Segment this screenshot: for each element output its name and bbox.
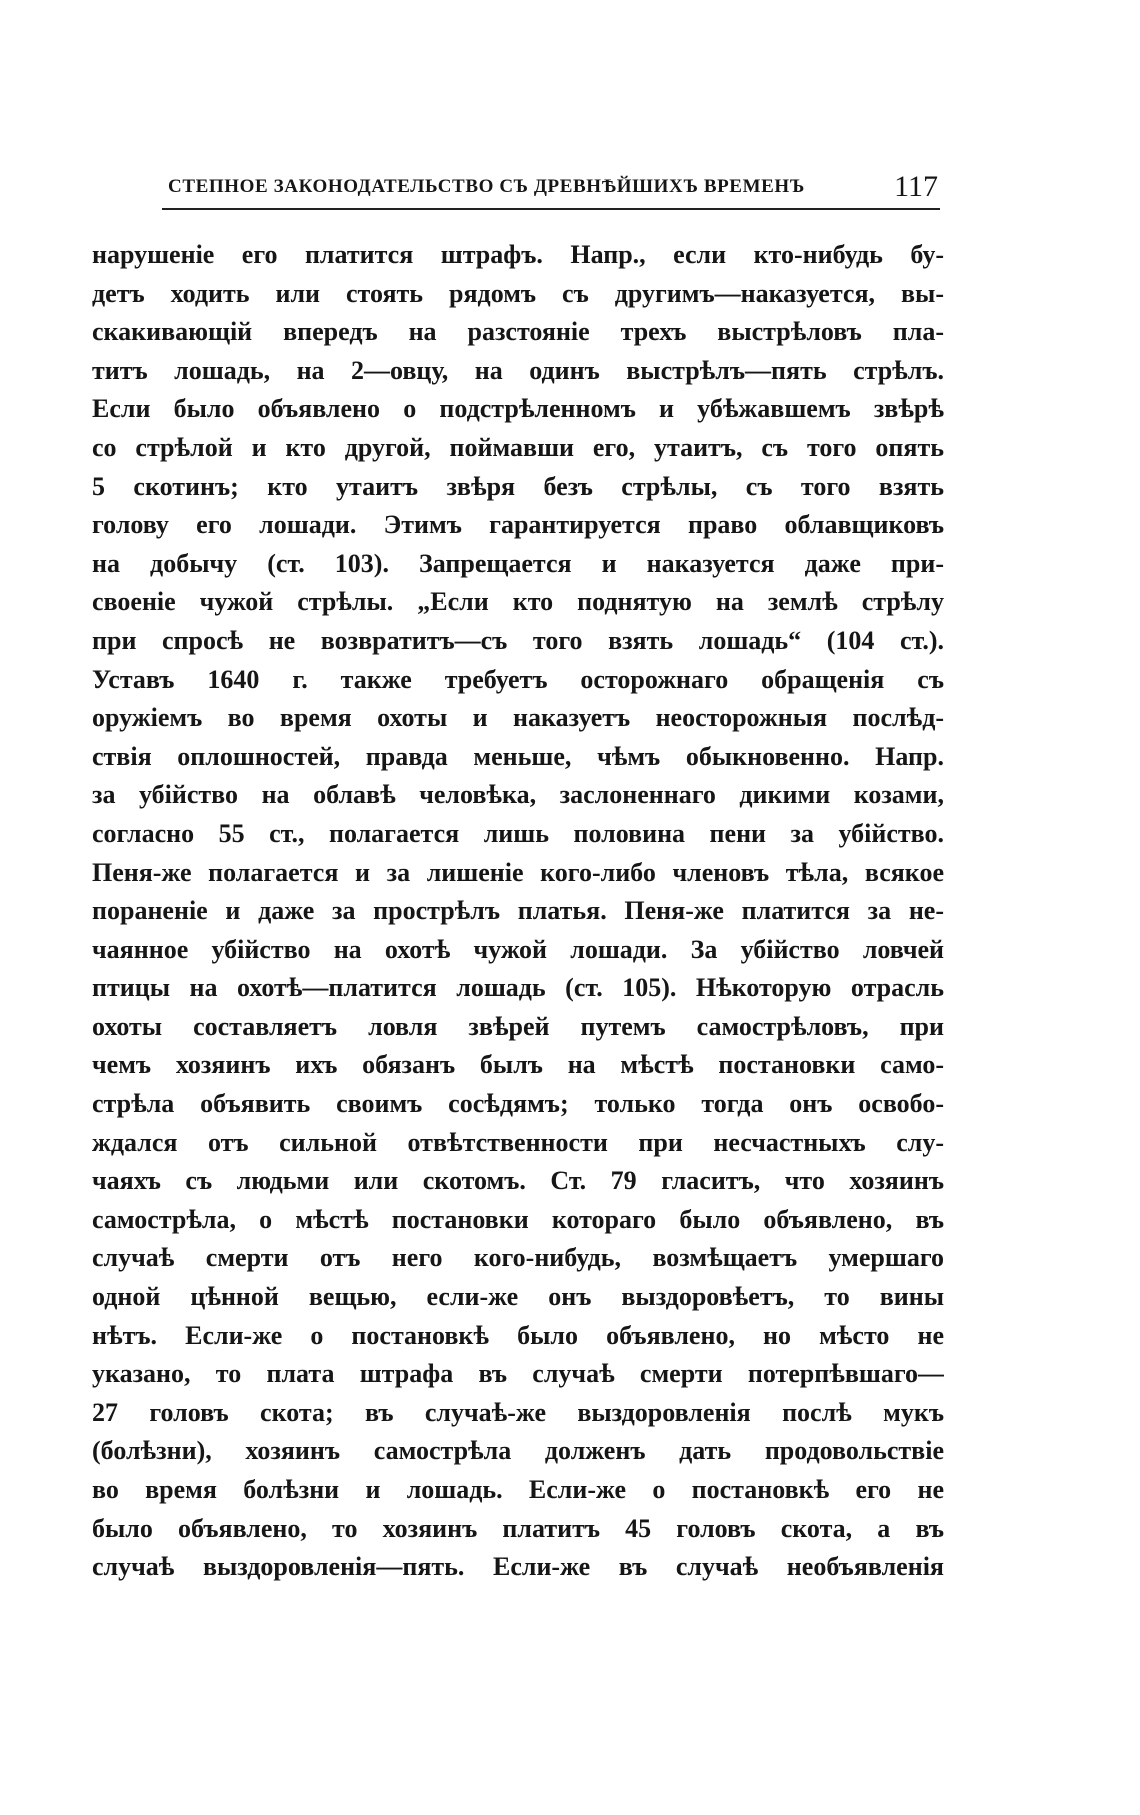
text-line: одной цѣнной вещью, если-же онъ выздоровѣетъ, то вины [92,1282,944,1312]
text-line: ствія оплошностей, правда меньше, чѣмъ обыкновенно. Напр. [92,741,944,771]
text-line: ждался отъ сильной отвѣтственности при несчастныхъ слу- [92,1127,944,1157]
text-line: стрѣла объявить своимъ сосѣдямъ; только тогда онъ освобо- [92,1089,944,1119]
text-line: за убійство на облавѣ человѣка, заслоненнаго дикими козами, [92,780,944,810]
text-line: охоты составляетъ ловля звѣрей путемъ самострѣловъ, при [92,1011,944,1041]
text-line: титъ лошадь, на 2—овцу, на одинъ выстрѣлъ—пять стрѣлъ. [92,355,944,385]
text-line: птицы на охотѣ—платится лошадь (ст. 105). Нѣкоторую отрасль [92,973,944,1003]
text-line: голову его лошади. Этимъ гарантируется право облавщиковъ [92,510,944,540]
text-line: согласно 55 ст., полагается лишь половина пени за убійство. [92,818,944,848]
text-line: своеніе чужой стрѣлы. „Если кто поднятую на землѣ стрѣлу [92,587,944,617]
text-line: во время болѣзни и лошадь. Если-же о постановкѣ его не [92,1475,944,1504]
text-line: указано, то плата штрафа въ случаѣ смерти потерпѣвшаго— [92,1359,944,1389]
text-line: на добычу (ст. 103). Запрещается и наказуется даже при- [92,548,944,578]
text-line: чемъ хозяинъ ихъ обязанъ былъ на мѣстѣ постановки само- [92,1050,944,1080]
text-line: при спросѣ не возвратитъ—съ того взять лошадь“ (104 ст.). [92,625,944,655]
text-line: Если было объявлено о подстрѣленномъ и убѣжавшемъ звѣрѣ [92,394,944,424]
text-line: скакивающій впередъ на разстояніе трехъ выстрѣловъ пла- [92,317,944,347]
text-line: самострѣла, о мѣстѣ постановки котораго было объявлено, въ [92,1204,944,1234]
text-line: нѣтъ. Если-же о постановкѣ было объявлено, но мѣсто не [92,1320,944,1350]
text-line: чаяхъ съ людьми или скотомъ. Ст. 79 гласитъ, что хозяинъ [92,1166,944,1196]
text-line: Уставъ 1640 г. также требуетъ осторожнаго обращенія съ [92,664,944,694]
text-line: было объявлено, то хозяинъ платитъ 45 головъ скота, а въ [92,1513,944,1543]
text-line: оружіемъ во время охоты и наказуетъ неосторожныя послѣд- [92,703,944,733]
text-line: чаянное убійство на охотѣ чужой лошади. За убійство ловчей [92,934,944,964]
text-line: (болѣзни), хозяинъ самострѣла долженъ дать продовольствіе [92,1436,944,1466]
text-line: пораненіе и даже за прострѣлъ платья. Пеня-же платится за не- [92,896,944,926]
running-title: СТЕПНОЕ ЗАКОНОДАТЕЛЬСТВО СЪ ДРЕВНѢЙШИХЪ ВРЕМЕНЪ [168,176,805,197]
text-line: случаѣ выздоровленія—пять. Если-же въ случаѣ необъявленія [92,1552,944,1582]
text-line: 27 головъ скота; въ случаѣ-же выздоровленія послѣ мукъ [92,1397,944,1427]
text-line: со стрѣлой и кто другой, поймавши его, утаитъ, съ того опять [92,432,944,462]
text-line: нарушеніе его платится штрафъ. Напр., если кто-нибудь бу- [92,240,944,269]
text-line: детъ ходить или стоять рядомъ съ другимъ—наказуется, вы- [92,278,944,308]
text-line: случаѣ смерти отъ него кого-нибудь, возмѣщаетъ умершаго [92,1243,944,1273]
text-line: 5 скотинъ; кто утаитъ звѣря безъ стрѣлы, съ того взять [92,471,944,501]
text-line: Пеня-же полагается и за лишеніе кого-либо членовъ тѣла, всякое [92,857,944,887]
page-number: 117 [894,170,938,203]
running-head [162,168,940,210]
body-text [92,236,944,1587]
